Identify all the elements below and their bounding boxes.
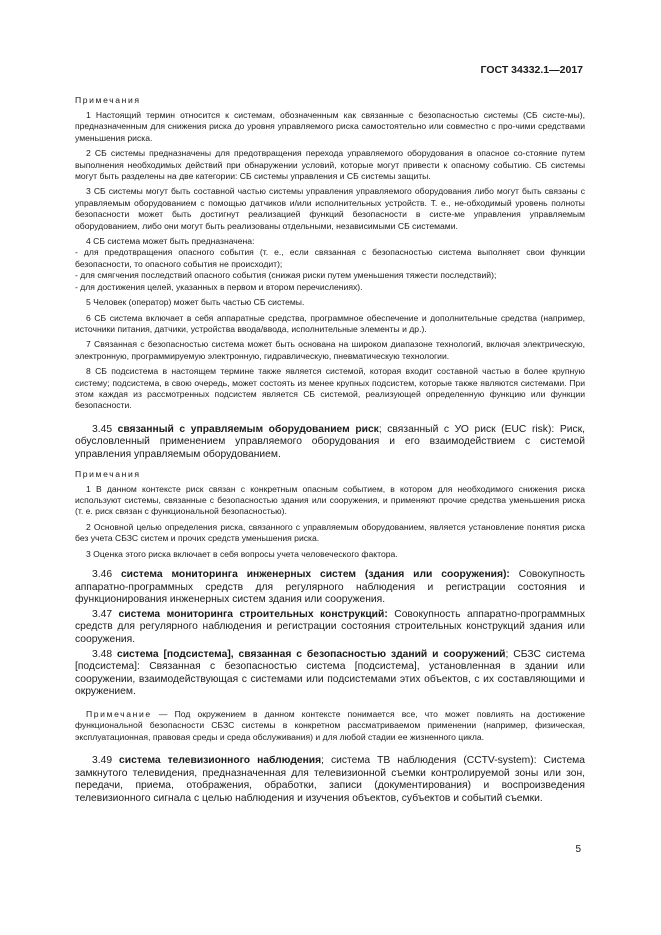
note-3: 3 СБ системы могут быть составной частью системы управления управляемого оборудования либо могут быть связаны с управляемым оборудованием с помощью датчиков и/или исполнительных устройств. Т. е., не-обходимый уровень полноты безопасности может быть достигнут реализацией функций безопасности в систе-ме управления управляемым оборудованием, либо они могут быть реализованы отдельными, независимыми СБ системами. [75, 186, 585, 231]
note-4-intro: 4 СБ система может быть предназначена: [86, 236, 255, 247]
term-definition: Совокупность аппаратно-программных средств для регулярного наблюдения и регистрации состояния и функционирования инженерных систем здания или сооружения. [75, 568, 585, 606]
note-4-item-c: - для достижения целей, указанных в первом и втором перечислениях). [75, 281, 363, 292]
page-content [75, 95, 585, 808]
term-number: 3.45 [92, 423, 113, 435]
term-3-46 [75, 569, 585, 607]
term-number: 3.48 [92, 648, 113, 660]
note-6: 6 СБ система включает в себя аппаратные средства, программное обеспечение и дополнительные средства (например, источники питания, датчики, устройства ввода/ввода, исполнительные элементы и др.). [75, 312, 585, 334]
note-7: 7 Связанная с безопасностью система может быть основана на широком диапазоне технологий, включая электрическую, электронную, программируемую электронную, гидравлическую, пневматическую технологии. [75, 339, 585, 361]
note-8: 8 СБ подсистема в настоящем термине также является системой, которая входит составной частью в более крупную систему; подсистема, в свою очередь, может состоять из менее крупных подсистем, которые также являются системами. При этом каждая из рассмотренных подсистем является СБ системой, реализующей определенную функцию или функции безопасности. [75, 366, 585, 411]
term-number: 3.46 [92, 568, 113, 580]
note-3-48 [75, 709, 585, 743]
term-3-45 [75, 424, 585, 462]
note-2-3: 3 Оценка этого риска включает в себя вопросы учета человеческого фактора. [86, 548, 398, 559]
term-name: система мониторинга строительных конструкций: [118, 608, 388, 620]
term-definition: ; система ТВ наблюдения (CCTV-system): Система замкнутого телевидения, предназначенная для телевизионной съемки контролируемой зоны или зон, передачи, приема, отображения, обработки, записи (документирования) и воспроизведения телевизионного сигнала с целью наблюдения и изучения объектов, субъектов и событий съемки. [75, 755, 585, 804]
note-2: 2 СБ системы предназначены для предотвращения перехода управляемого оборудования в опасное со-стояние путем выполнения необходимых действий при обнаружении условий, которые могут привести к опасному событию. СБ системы могут быть разделены на две категории: СБ системы управления и СБ системы защиты. [75, 148, 585, 182]
note-2-1: 1 В данном контексте риск связан с конкретным опасным событием, в котором для необходимого снижения риска используют системы, связанные с безопасностью здания или сооружения, и применяют прочие средства уменьшения риска (т. е. риск связан с функциональной безопасностью). [75, 483, 585, 517]
term-name: система мониторинга инженерных систем (здания или сооружения): [120, 568, 510, 580]
term-3-49 [75, 755, 585, 805]
note-text: — Под окружением в данном контексте понимается все, что может повлиять на достижение функциональной безопасности СБЗС системы в конкретном рассматриваемом применении (например, физическая, эксплуатационная, правовая среды и среда обслуживания) и для любой стадии ее жизненного цикла. [75, 708, 585, 742]
notes-heading: Примечания [75, 95, 141, 105]
notes-heading-2: Примечания [75, 468, 141, 479]
note-4-item-a: - для предотвращения опасного события (т. е., если связанная с безопасностью система выполняет свои функции безопасности, то опасного события не происходит); [75, 247, 585, 269]
term-name: система [подсистема], связанная с безопасностью зданий и сооружений [116, 648, 506, 660]
document-header: ГОСТ 34332.1—2017 [480, 64, 583, 76]
note-2-2: 2 Основной целью определения риска, связанного с управляемым оборудованием, является установление понятия риска без учета СБЗС систем и прочих средств уменьшения риска. [75, 521, 585, 544]
term-number: 3.47 [92, 608, 113, 620]
note-label: Примечание [86, 708, 152, 719]
note-5: 5 Человек (оператор) может быть частью СБ системы. [86, 297, 305, 308]
term-number: 3.49 [92, 755, 113, 767]
term-definition: Совокупность аппаратно-программных средств для регулярного наблюдения и регистрации состояния строительных конструкций здания или сооружения. [75, 608, 585, 645]
note-4-item-b: - для смягчения последствий опасного события (снижая риски путем уменьшения тяжести последствий); [75, 270, 497, 281]
note-1: 1 Настоящий термин относится к системам, обозначенным как связанные с безопасностью системы (СБ систе-мы), предназначенным для снижения риска до уровня управляемого риска самостоятельно или совместно с про-чими средствами уменьшения риска. [75, 110, 585, 143]
page-number: 5 [575, 844, 581, 855]
term-definition: ; связанный с УО риск (EUC risk): Риск, обусловленный применением управляемого оборудования и его взаимодействием с системой управления управляемым оборудованием. [75, 423, 585, 460]
term-name: связанный с управляемым оборудованием риск [117, 423, 379, 435]
term-3-47 [75, 609, 585, 647]
term-definition: ; СБЗС система [подсистема]: Связанная с безопасностью система [подсистема], установленная в здании или сооружении, взаимодействующая с системами или подсистемами этих объектов, с их составляющими и окружением. [75, 648, 585, 698]
term-3-48 [75, 649, 585, 699]
term-name: система телевизионного наблюдения [119, 755, 322, 767]
